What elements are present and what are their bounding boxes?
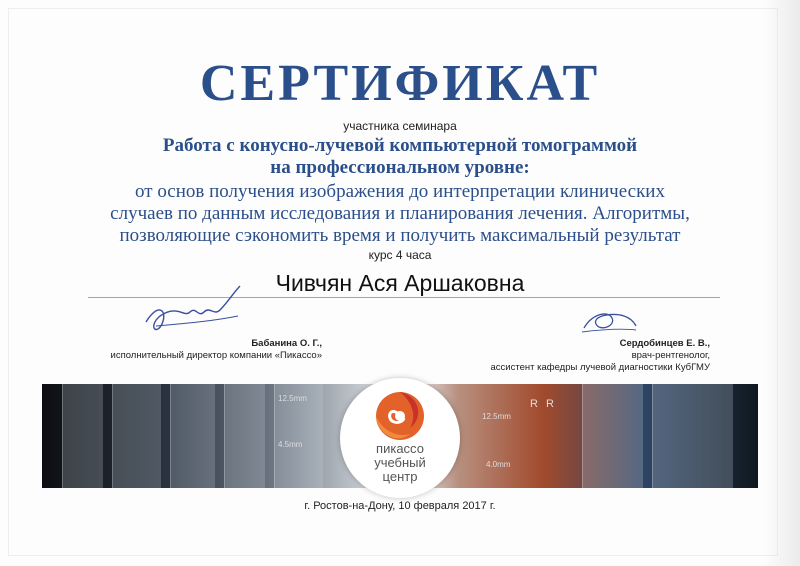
description-line3: позволяющие сэкономить время и получить максимальный результат	[119, 225, 681, 246]
scan-panel	[582, 384, 643, 488]
logo-line1: пикассо	[376, 441, 424, 456]
participant-label: участника семинара	[343, 119, 457, 133]
seminar-title-line1: Работа с конусно-лучевой компьютерной томограммой	[162, 135, 638, 156]
seminar-title-line2: на профессиональном уровне:	[270, 157, 530, 178]
signatory-1	[92, 338, 322, 362]
measure-label: 12.5mm	[482, 412, 511, 421]
measure-label: 12.5mm	[278, 394, 307, 403]
signature-serdobintsev	[578, 306, 638, 338]
measure-label: 4.5mm	[278, 440, 303, 449]
recipient-name: Чивчян Ася Аршаковна	[275, 270, 525, 296]
certificate-title: СЕРТИФИКАТ	[199, 55, 601, 112]
signatory-1-name: Бабанина О. Г.,	[251, 338, 322, 349]
logo-swirl-icon	[340, 378, 460, 448]
course-duration: курс 4 часа	[368, 248, 432, 262]
measure-label: 4.0mm	[486, 460, 511, 469]
seminar-description	[0, 181, 800, 247]
description-line1: от основ получения изображения до интерпретации клинических	[135, 181, 665, 202]
signatory-2	[470, 338, 710, 374]
place-date: г. Ростов-на-Дону, 10 февраля 2017 г.	[304, 500, 496, 512]
logo-line2: учебный	[374, 455, 426, 470]
scan-panel	[224, 384, 265, 488]
scan-panel	[170, 384, 215, 488]
scan-panel	[112, 384, 161, 488]
signatory-2-name: Сердобинцев Е. В.,	[619, 338, 710, 349]
orientation-label: R	[546, 398, 554, 410]
signatory-2-role-line1: врач-рентгенолог,	[631, 350, 710, 361]
logo-line3: центр	[382, 469, 418, 484]
signature-babanina	[138, 282, 248, 342]
orientation-label: R	[530, 398, 538, 410]
scan-panel	[62, 384, 103, 488]
scan-panel	[652, 384, 733, 488]
description-line2: случаев по данным исследования и планирования лечения. Алгоритмы,	[110, 203, 690, 224]
seminar-title	[0, 135, 800, 179]
signatory-2-role-line2: ассистент кафедры лучевой диагностики КубГМУ	[490, 362, 710, 373]
logo-text	[340, 442, 460, 484]
picasso-logo	[340, 378, 460, 498]
signatory-1-role: исполнительный директор компании «Пикассо»	[110, 350, 322, 361]
